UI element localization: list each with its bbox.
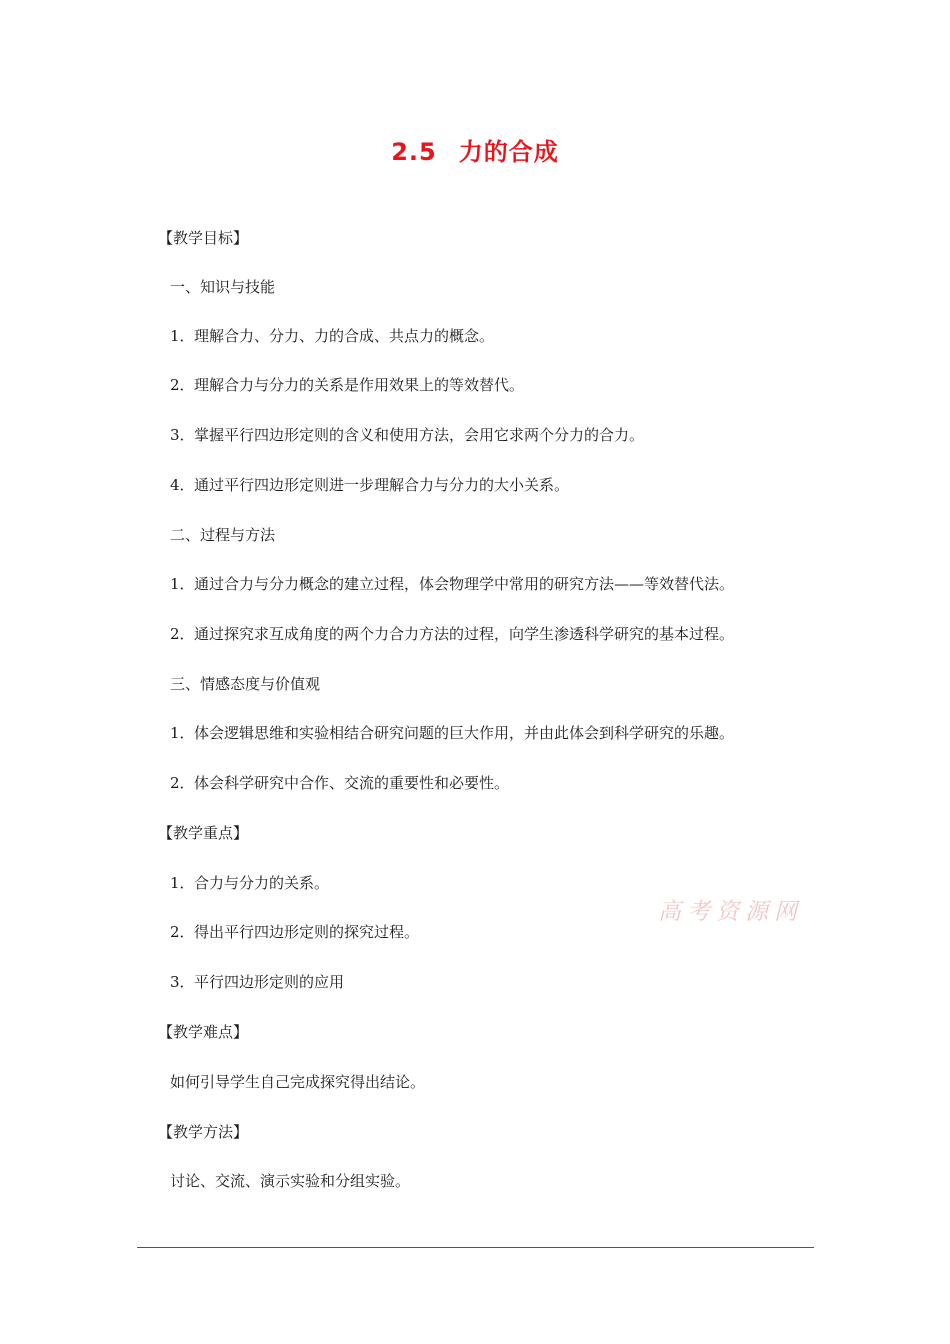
item-number: 1． <box>170 327 195 345</box>
emotion-header: 三、情感态度与价值观 <box>170 675 321 693</box>
item-number: 1． <box>170 724 195 742</box>
item-text: 合力与分力的关系。 <box>194 874 330 892</box>
key-points-header: 【教学重点】 <box>158 824 249 842</box>
goals-header: 【教学目标】 <box>158 229 249 247</box>
item-text: 理解合力与分力的关系是作用效果上的等效替代。 <box>194 376 525 394</box>
process-header: 二、过程与方法 <box>170 526 276 544</box>
item-number: 1． <box>170 575 195 593</box>
list-item <box>170 723 734 743</box>
item-number: 2． <box>170 923 195 941</box>
item-number: 3． <box>170 973 195 991</box>
method-header: 【教学方法】 <box>158 1123 249 1141</box>
page-title <box>0 132 950 167</box>
list-item <box>170 922 419 942</box>
item-text: 理解合力、分力、力的合成、共点力的概念。 <box>194 327 495 345</box>
item-text: 通过合力与分力概念的建立过程，体会物理学中常用的研究方法——等效替代法。 <box>194 575 735 593</box>
section-title: 力的合成 <box>458 138 559 166</box>
item-number: 1． <box>170 874 195 892</box>
list-item <box>170 326 494 346</box>
item-text: 通过探究求互成角度的两个力合力方法的过程，向学生渗透科学研究的基本过程。 <box>194 625 735 643</box>
knowledge-header: 一、知识与技能 <box>170 278 276 296</box>
item-number: 2． <box>170 376 195 394</box>
item-number: 4． <box>170 476 195 494</box>
item-text: 体会逻辑思维和实验相结合研究问题的巨大作用，并由此体会到科学研究的乐趣。 <box>194 724 735 742</box>
difficulty-text: 如何引导学生自己完成探究得出结论。 <box>170 1073 426 1091</box>
section-number: 2.5 <box>391 138 437 166</box>
item-text: 得出平行四边形定则的探究过程。 <box>194 923 420 941</box>
list-item <box>170 375 524 395</box>
list-item <box>170 425 644 445</box>
item-number: 2． <box>170 625 195 643</box>
list-item <box>170 624 734 644</box>
item-text: 掌握平行四边形定则的含义和使用方法，会用它求两个分力的合力。 <box>194 426 645 444</box>
list-item <box>170 773 509 793</box>
difficulty-header: 【教学难点】 <box>158 1023 249 1041</box>
list-item <box>170 475 569 495</box>
item-number: 2． <box>170 774 195 792</box>
item-text: 体会科学研究中合作、交流的重要性和必要性。 <box>194 774 510 792</box>
item-text: 平行四边形定则的应用 <box>194 973 345 991</box>
list-item <box>170 574 734 594</box>
list-item <box>170 873 329 893</box>
item-number: 3． <box>170 426 195 444</box>
footer-divider <box>137 1247 814 1248</box>
method-text: 讨论、交流、演示实验和分组实验。 <box>170 1172 411 1190</box>
watermark-logo: 高考资源网 <box>658 899 803 925</box>
item-text: 通过平行四边形定则进一步理解合力与分力的大小关系。 <box>194 476 570 494</box>
list-item <box>170 972 344 992</box>
